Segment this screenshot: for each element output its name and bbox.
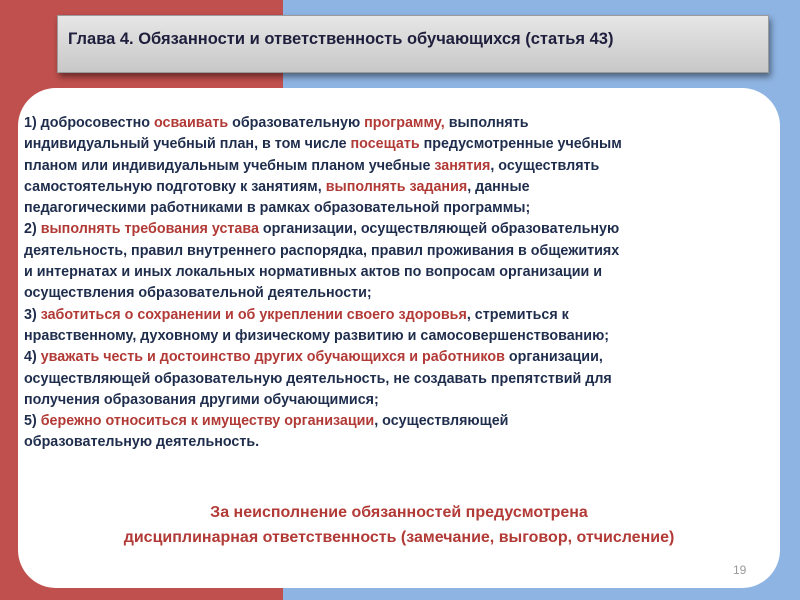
obligations-list <box>24 113 770 454</box>
item-1-line-4: самостоятельную подготовку к занятиям, выполнять задания, данные <box>24 178 530 195</box>
item-2-line-4: осуществления образовательной деятельности; <box>24 285 372 302</box>
item-3-line-2: нравственному, духовному и физическому развитию и самосовершенствованию; <box>24 327 610 344</box>
item-3-line-1: 3) заботиться о сохранении и об укреплении своего здоровья, стремиться к <box>24 306 569 323</box>
item-5-line-1: 5) бережно относиться к имуществу организации, осуществляющей <box>24 413 509 430</box>
title-bar <box>57 15 769 73</box>
item-1-line-2: индивидуальный учебный план, в том числе посещать предусмотренные учебным <box>24 136 622 153</box>
page-number: 19 <box>733 563 747 577</box>
item-5-line-2: образовательную деятельность. <box>24 434 260 451</box>
item-2-line-2: деятельность, правил внутреннего распорядка, правил проживания в общежитиях <box>24 242 620 259</box>
item-4-line-2: осуществляющей образовательную деятельность, не создавать препятствий для <box>24 370 612 387</box>
item-2-line-3: и интернатах и иных локальных нормативных актов по вопросам организации и <box>24 264 603 281</box>
item-2-line-1: 2) выполнять требования устава организации, осуществляющей образовательную <box>24 221 620 238</box>
item-1-line-1: 1) добросовестно осваивать образовательную программу, выполнять <box>24 115 529 131</box>
disciplinary-note-line-1: За неисполнение обязанностей предусмотрена <box>210 504 588 521</box>
item-4-line-1: 4) уважать честь и достоинство других обучающихся и работников организации, <box>24 349 603 366</box>
slide-title: Глава 4. Обязанности и ответственность обучающихся (статья 43) <box>68 30 614 48</box>
item-1-line-3: планом или индивидуальным учебным планом учебные занятия, осуществлять <box>24 157 600 174</box>
item-1-line-5: педагогическими работниками в рамках образовательной программы; <box>24 200 531 217</box>
item-4-line-3: получения образования другими обучающимися; <box>24 391 379 408</box>
disciplinary-note <box>18 500 780 550</box>
disciplinary-note-line-2: дисциплинарная ответственность (замечание, выговор, отчисление) <box>123 529 675 546</box>
